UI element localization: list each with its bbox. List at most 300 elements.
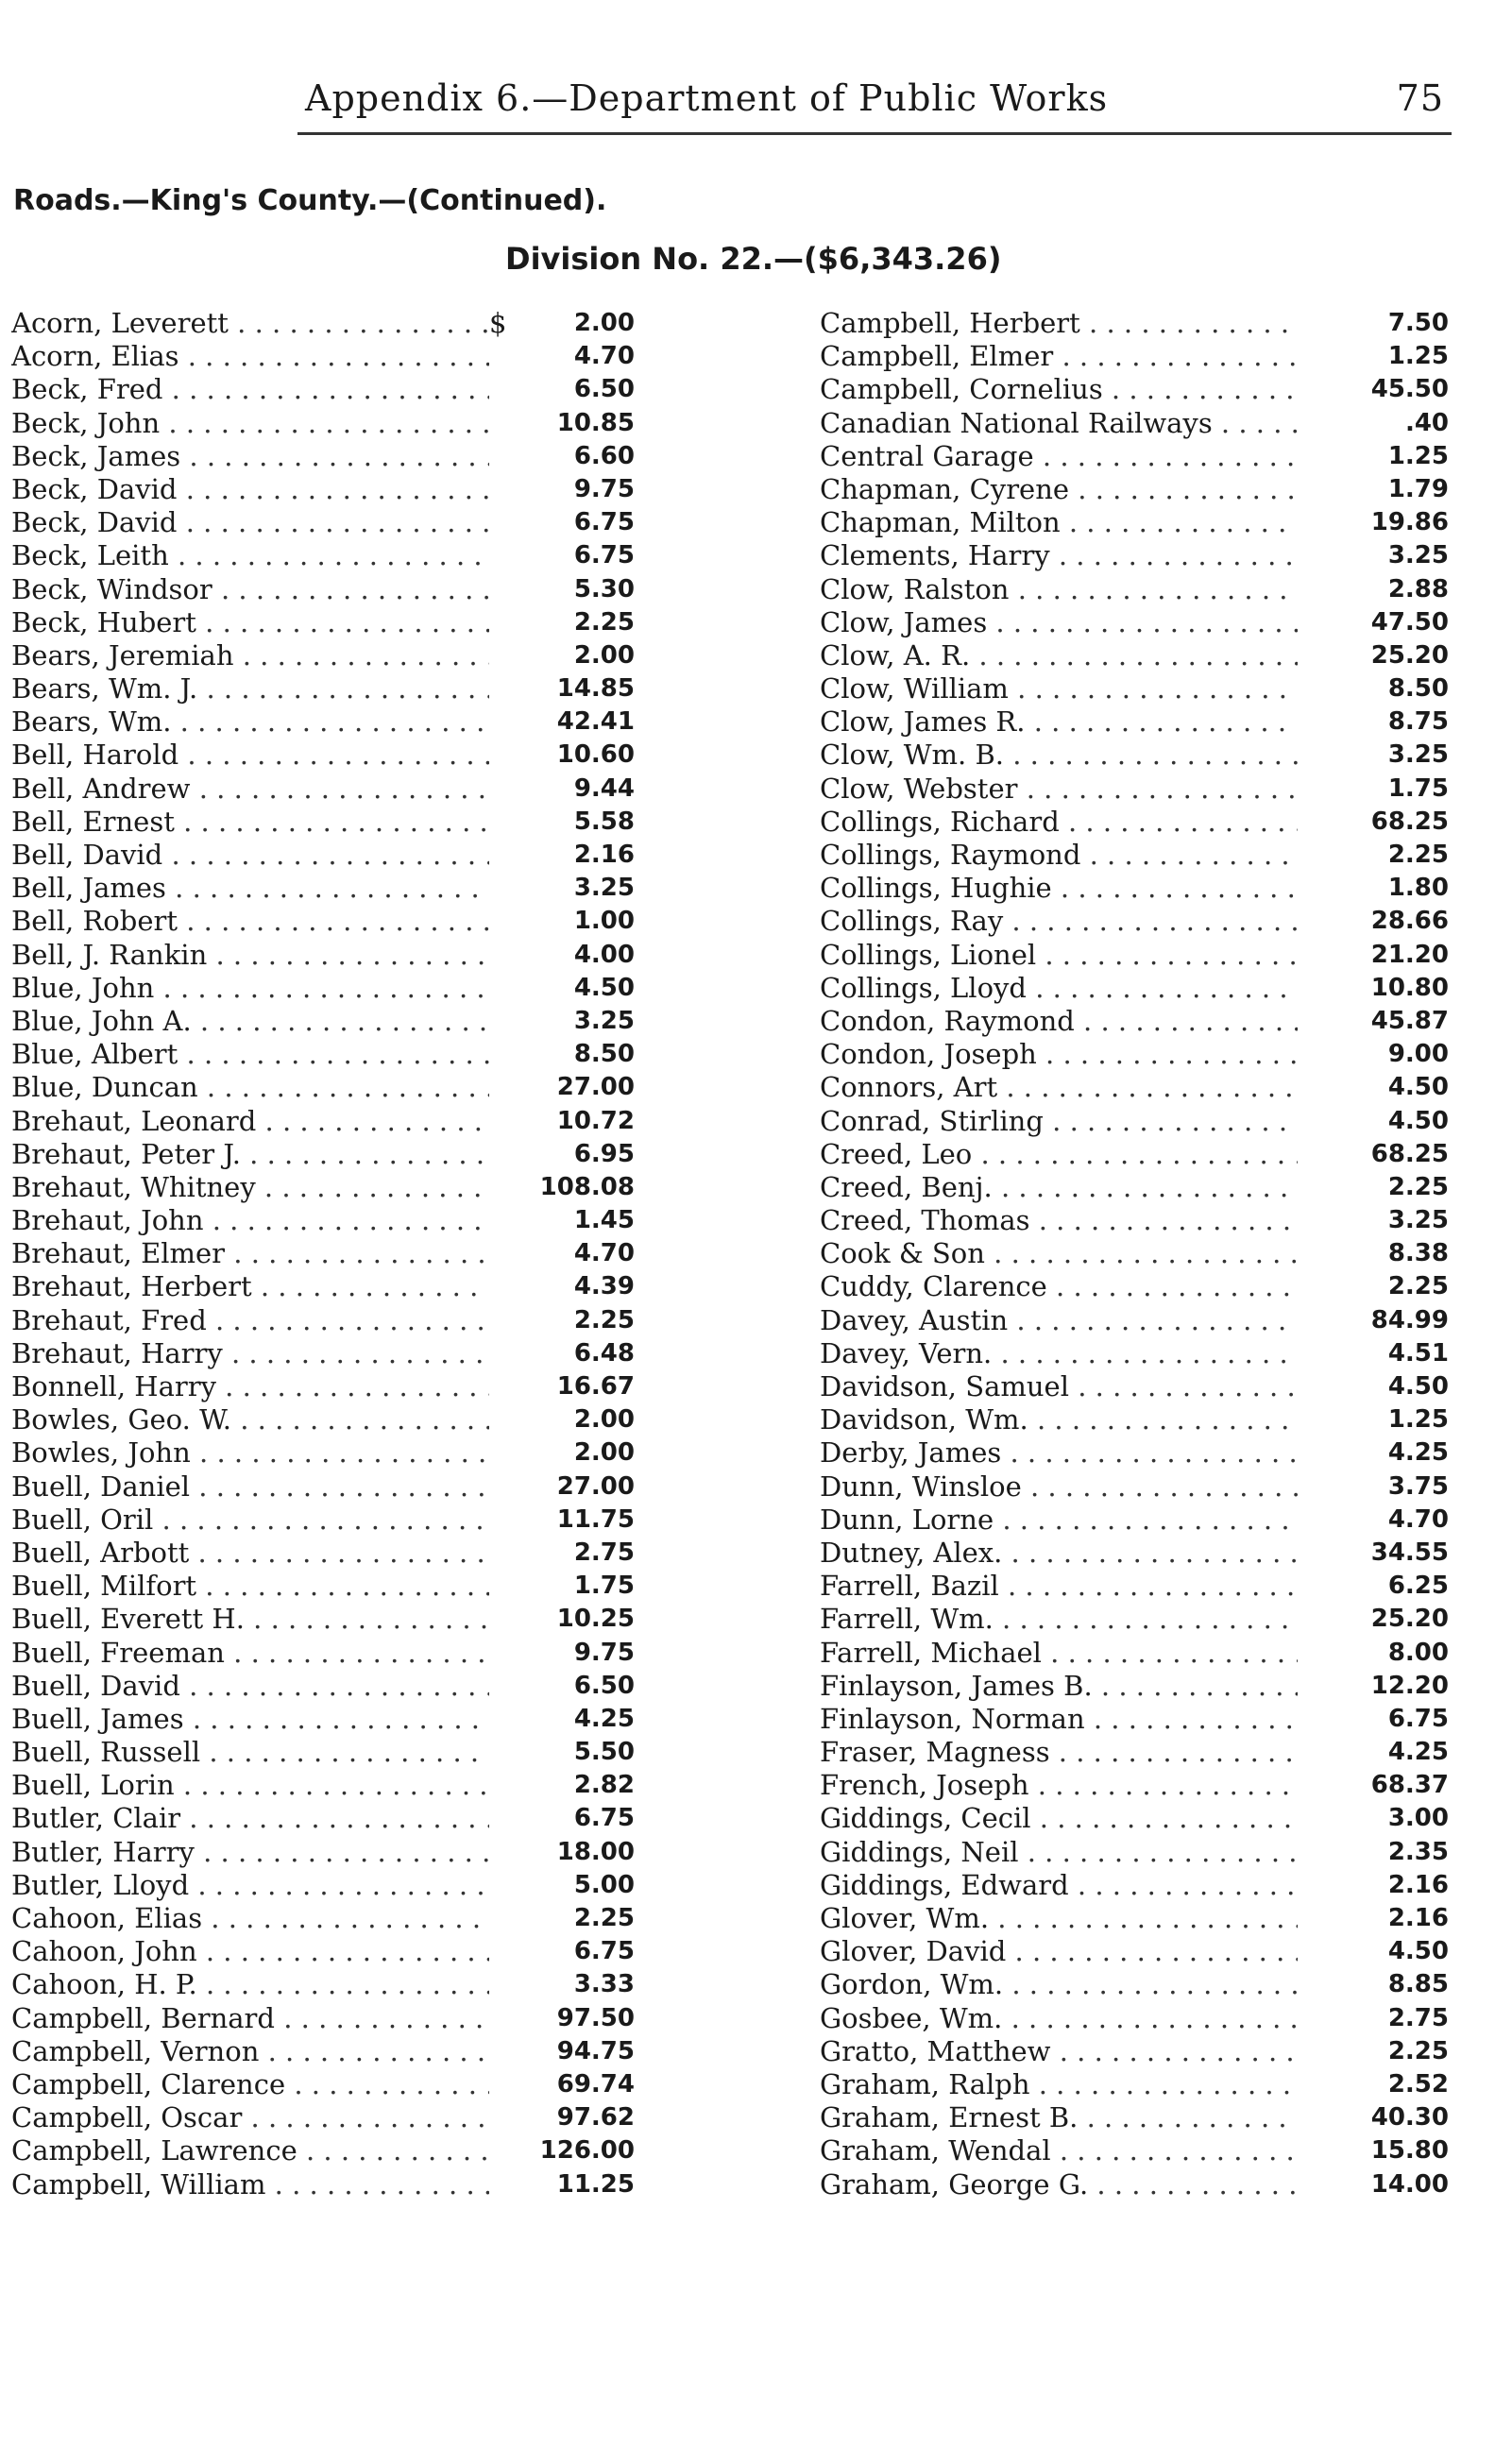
payment-amount: 1.79 [1387,474,1449,503]
currency-symbol [489,506,518,539]
payee-name: Cahoon, H. P. . . . [11,1968,489,2001]
currency-symbol [489,1436,518,1470]
list-item [820,971,1449,1005]
currency-symbol [489,1968,518,2001]
list-item [820,1104,1449,1138]
payee-name: Buell, Milfort . . . [11,1570,489,1603]
payment-amount: 8.00 [1387,1638,1449,1667]
list-item [820,1702,1449,1736]
payee-name: Canadian National Railways . . . [820,407,1298,440]
payment-amount: 9.44 [573,773,635,803]
currency-symbol [489,905,518,938]
payee-name: Clow, James . . . [820,606,1298,639]
payee-name: Campbell, Elmer . . . [820,340,1298,373]
list-item [820,340,1449,373]
list-item [820,373,1449,406]
list-item [820,739,1449,772]
payment-amount: 12.20 [1370,1671,1449,1700]
payment-amount: 34.55 [1370,1538,1449,1567]
payee-name: Buell, Lorin . . . [11,1769,489,1802]
list-item [11,705,635,739]
payment-amount: 4.50 [1387,1937,1449,1966]
list-item [11,1304,635,1337]
currency-symbol [489,1071,518,1104]
payee-name: Campbell, Oscar . . . [11,2101,489,2134]
payment-amount: 9.75 [573,1638,635,1667]
payee-name: Brehaut, John . . . [11,1204,489,1237]
payee-name: Farrell, Michael . . . [820,1637,1298,1670]
list-item [11,373,635,406]
right-column [820,307,1449,2201]
payment-amount: 4.50 [1387,1106,1449,1135]
payment-amount: 8.75 [1387,707,1449,737]
page-header [297,74,1452,130]
list-item [11,1237,635,1270]
payee-name: Beck, Hubert . . . [11,606,489,639]
list-item [11,1436,635,1470]
list-item [11,2035,635,2068]
list-item [11,1504,635,1537]
currency-symbol: $ [489,307,507,339]
payment-amount: 68.37 [1370,1771,1449,1800]
page-number: 75 [1396,77,1444,119]
currency-symbol [489,806,518,839]
payment-amount: 10.85 [556,408,635,437]
payment-amount: 45.87 [1370,1006,1449,1035]
payee-name: Davidson, Wm. . . . [820,1403,1298,1436]
currency-symbol [489,2101,518,2134]
payment-amount: 108.08 [539,1172,635,1201]
payee-name: Chapman, Cyrene . . . [820,473,1298,506]
payee-name: Beck, Windsor . . . [11,573,489,606]
payee-name: Collings, Richard . . . [820,806,1298,839]
payee-name: Glover, David . . . [820,1935,1298,1968]
payment-amount: 1.80 [1387,874,1449,903]
payment-amount: 11.75 [556,1504,635,1534]
currency-symbol [489,2168,518,2201]
list-item [11,1537,635,1570]
list-item [11,1836,635,1869]
payment-amount: 4.70 [573,1239,635,1268]
currency-symbol [489,373,518,406]
list-item [11,1204,635,1237]
payment-amount: 10.60 [556,740,635,770]
payee-name: Acorn, Leverett . . . [11,307,489,340]
payment-amount: 27.00 [556,1073,635,1102]
list-item [11,573,635,606]
payee-name: French, Joseph . . . [820,1769,1298,1802]
list-item [11,1802,635,1835]
payee-name: Derby, James . . . [820,1436,1298,1470]
currency-symbol [489,1370,518,1403]
payment-amount: 45.50 [1370,375,1449,404]
payee-name: Buell, Daniel . . . [11,1470,489,1504]
payment-amount: 2.00 [573,640,635,670]
payee-name: Blue, John . . . [11,972,489,1005]
payee-name: Blue, Albert . . . [11,1038,489,1071]
list-item [11,1603,635,1636]
list-item [820,772,1449,806]
payment-amount: 27.00 [556,1471,635,1501]
list-item [11,1138,635,1171]
payment-amount: 126.00 [539,2136,635,2166]
payee-name: Beck, David . . . [11,506,489,539]
payee-name: Dunn, Lorne . . . [820,1504,1298,1537]
payee-name: Bell, David . . . [11,839,489,872]
payee-name: Bell, J. Rankin . . . [11,939,489,972]
payee-name: Buell, Russell . . . [11,1736,489,1769]
payee-name: Clow, Webster . . . [820,773,1298,806]
list-item [820,1802,1449,1835]
payee-name: Cahoon, Elias . . . [11,1902,489,1935]
currency-symbol [489,1504,518,1537]
payment-amount: 84.99 [1370,1305,1449,1334]
payment-amount: 1.25 [1387,342,1449,371]
payment-amount: 1.25 [1387,1405,1449,1435]
payee-name: Blue, John A. . . . [11,1005,489,1038]
list-item [820,805,1449,839]
list-item [11,2101,635,2134]
list-item [820,2001,1449,2035]
payment-amount: 19.86 [1370,508,1449,537]
payee-name: Beck, John . . . [11,407,489,440]
payee-name: Collings, Raymond . . . [820,839,1298,872]
list-item [820,2034,1449,2068]
payment-amount: 6.48 [573,1338,635,1368]
payment-amount: 4.51 [1387,1338,1449,1368]
list-item [820,1370,1449,1403]
currency-symbol [489,407,518,440]
payment-amount: 8.50 [573,1040,635,1069]
payment-amount: 16.67 [556,1372,635,1401]
list-item [11,1470,635,1504]
list-item [11,1570,635,1603]
list-item [11,407,635,440]
payment-amount: 6.60 [573,441,635,470]
payment-amount: 6.95 [573,1139,635,1168]
payment-amount: 9.75 [573,474,635,503]
list-item [820,406,1449,440]
payee-name: Finlayson, James B. . . . [820,1670,1298,1703]
currency-symbol [489,839,518,872]
currency-symbol [489,1105,518,1138]
list-item [11,905,635,938]
payee-name: Campbell, William . . . [11,2168,489,2201]
payee-name: Brehaut, Peter J. . . . [11,1138,489,1171]
list-item [820,1436,1449,1470]
currency-symbol [489,539,518,572]
payee-name: Connors, Art . . . [820,1071,1298,1104]
payment-amount: 10.80 [1370,973,1449,1002]
currency-symbol [489,773,518,806]
payment-amount: 2.16 [1387,1904,1449,1932]
list-item [820,1237,1449,1270]
list-item [11,606,635,639]
payee-name: Brehaut, Fred . . . [11,1304,489,1337]
payment-amount: 3.33 [573,1970,635,1999]
payment-amount: 5.50 [573,1738,635,1767]
payee-name: Bowles, Geo. W. . . . [11,1403,489,1436]
list-item [820,705,1449,739]
payee-name: Giddings, Edward . . . [820,1869,1298,1902]
currency-symbol [489,1403,518,1436]
payment-amount: 4.70 [1387,1504,1449,1534]
payee-name: Creed, Thomas . . . [820,1204,1298,1237]
payee-name: Fraser, Magness . . . [820,1736,1298,1769]
payment-amount: 3.25 [1387,541,1449,570]
list-item [11,440,635,473]
payee-name: Clow, William . . . [820,672,1298,705]
payee-name: Graham, George G. . . . [820,2168,1298,2201]
currency-symbol [489,1902,518,1935]
list-item [820,1336,1449,1370]
list-item [820,1470,1449,1504]
payment-amount: 2.35 [1387,1837,1449,1866]
currency-symbol [489,2134,518,2167]
payment-amount: 6.50 [573,1671,635,1700]
payment-amount: 2.52 [1387,2069,1449,2099]
currency-symbol [489,705,518,739]
payment-amount: 6.75 [573,508,635,537]
currency-symbol [489,672,518,705]
list-item [11,639,635,672]
currency-symbol [489,1337,518,1370]
list-item [820,638,1449,672]
list-item [11,1968,635,2001]
payee-name: Brehaut, Herbert . . . [11,1270,489,1303]
payee-name: Beck, David . . . [11,473,489,506]
payment-amount: 5.30 [573,574,635,603]
payment-amount: 5.58 [573,807,635,836]
payment-amount: 4.25 [1387,1738,1449,1767]
header-rule [297,132,1452,135]
currency-symbol [489,1869,518,1902]
payment-amount: 40.30 [1370,2103,1449,2133]
list-item [11,1403,635,1436]
payee-name: Clow, A. R. . . . [820,639,1298,672]
currency-symbol [489,1537,518,1570]
list-item [11,2168,635,2201]
payee-name: Cuddy, Clarence . . . [820,1270,1298,1303]
payment-amount: 2.75 [1387,2003,1449,2032]
currency-symbol [489,1769,518,1802]
payee-name: Buell, Freeman . . . [11,1637,489,1670]
payee-name: Condon, Joseph . . . [820,1038,1298,1071]
list-item [820,1736,1449,1769]
payee-name: Collings, Hughie . . . [820,872,1298,905]
payee-name: Brehaut, Elmer . . . [11,1237,489,1270]
payee-name: Davey, Vern. . . . [820,1337,1298,1370]
payment-amount: 94.75 [556,2036,635,2065]
payment-amount: 2.25 [1387,1172,1449,1201]
payee-name: Clow, Ralston . . . [820,573,1298,606]
payment-amount: 25.20 [1370,640,1449,670]
payee-name: Bonnell, Harry . . . [11,1370,489,1403]
list-item [11,1637,635,1670]
payment-amount: 25.20 [1370,1605,1449,1634]
list-item [820,472,1449,506]
list-item [820,905,1449,938]
payee-name: Gordon, Wm. . . . [820,1968,1298,2001]
payment-amount: 8.38 [1387,1239,1449,1268]
payment-amount: 2.00 [573,1438,635,1468]
payment-amount: 47.50 [1370,607,1449,637]
list-item [820,1868,1449,1902]
payee-name: Bell, James . . . [11,872,489,905]
payment-amount: 8.50 [1387,674,1449,704]
currency-symbol [489,1237,518,1270]
currency-symbol [489,1935,518,1968]
payee-name: Buell, Arbott . . . [11,1537,489,1570]
currency-symbol [489,1836,518,1869]
payment-amount: 11.25 [556,2169,635,2199]
payment-amount: 2.16 [1387,1870,1449,1899]
payment-amount: 6.75 [573,541,635,570]
payee-name: Cahoon, John . . . [11,1935,489,1968]
list-item [11,340,635,373]
payment-amount: 4.50 [573,973,635,1002]
payee-name: Bell, Harold . . . [11,739,489,772]
list-item [11,2002,635,2035]
list-item [820,1935,1449,1968]
list-item [820,1004,1449,1038]
currency-symbol [489,2068,518,2101]
payee-name: Finlayson, Norman . . . [820,1703,1298,1736]
payee-name: Buell, Oril . . . [11,1504,489,1537]
payment-amount: 9.00 [1387,1040,1449,1069]
currency-symbol [489,1670,518,1703]
payment-amount: 4.00 [573,940,635,969]
payee-name: Graham, Wendal . . . [820,2134,1298,2167]
payee-name: Collings, Ray . . . [820,905,1298,938]
list-item [820,572,1449,606]
payment-amount: 3.25 [1387,1206,1449,1235]
list-item [820,1038,1449,1071]
payment-amount: 2.25 [1387,841,1449,869]
payment-amount: 14.85 [556,674,635,704]
list-item [820,1669,1449,1703]
list-item [820,539,1449,572]
list-item [11,806,635,839]
list-item [820,1270,1449,1303]
currency-symbol [489,1038,518,1071]
payment-amount: .40 [1404,408,1449,437]
list-item [820,1137,1449,1171]
list-item [11,1370,635,1403]
list-item [820,307,1449,340]
currency-symbol [489,972,518,1005]
payment-amount: 1.75 [1387,773,1449,803]
currency-symbol [489,2002,518,2035]
payee-name: Clow, Wm. B. . . . [820,739,1298,772]
payment-amount: 6.75 [573,1937,635,1966]
payee-name: Acorn, Elias . . . [11,340,489,373]
payment-amount: 3.25 [573,874,635,903]
payee-name: Butler, Lloyd . . . [11,1869,489,1902]
list-item [11,1769,635,1802]
list-item [11,1869,635,1902]
list-item [820,439,1449,473]
payee-name: Chapman, Milton . . . [820,506,1298,539]
list-item [11,473,635,506]
payment-amount: 3.25 [1387,740,1449,770]
list-item [820,1769,1449,1802]
payee-name: Campbell, Vernon . . . [11,2035,489,2068]
payee-name: Campbell, Clarence . . . [11,2068,489,2101]
list-item [820,2134,1449,2167]
list-item [820,1170,1449,1204]
left-column [11,307,635,2201]
list-item [11,773,635,806]
payment-amount: 21.20 [1370,940,1449,969]
list-item [11,672,635,705]
payee-name: Bears, Jeremiah . . . [11,639,489,672]
payment-amount: 1.00 [573,907,635,936]
payment-amount: 6.25 [1387,1572,1449,1601]
currency-symbol [489,1204,518,1237]
list-item [820,839,1449,872]
payee-name: Dutney, Alex. . . . [820,1537,1298,1570]
payee-name: Campbell, Lawrence . . . [11,2134,489,2167]
payee-name: Campbell, Cornelius . . . [820,373,1298,406]
payee-name: Central Garage . . . [820,440,1298,473]
payee-name: Buell, Everett H. . . . [11,1603,489,1636]
payment-amount: 6.50 [573,375,635,404]
currency-symbol [489,1270,518,1303]
payment-amount: 18.00 [556,1837,635,1866]
payment-amount: 2.25 [573,1305,635,1334]
section-title: Roads.—King's County.—(Continued). [13,184,607,217]
payment-amount: 1.25 [1387,441,1449,470]
payment-amount: 68.25 [1370,1139,1449,1168]
currency-symbol [489,1304,518,1337]
currency-symbol [489,473,518,506]
list-item [820,1902,1449,1935]
payee-name: Davidson, Samuel . . . [820,1370,1298,1403]
currency-symbol [489,872,518,905]
list-item [820,872,1449,905]
list-item [11,1005,635,1038]
payee-name: Giddings, Neil . . . [820,1836,1298,1869]
list-item [820,1303,1449,1337]
list-item [11,1703,635,1736]
payee-name: Giddings, Cecil . . . [820,1802,1298,1835]
payee-name: Brehaut, Whitney . . . [11,1171,489,1204]
currency-symbol [489,1736,518,1769]
currency-symbol [489,1802,518,1835]
list-item [820,1204,1449,1237]
payment-amount: 4.39 [573,1272,635,1301]
currency-symbol [489,440,518,473]
currency-symbol [489,340,518,373]
currency-symbol [489,739,518,772]
currency-symbol [489,1570,518,1603]
currency-symbol [489,1637,518,1670]
list-item [820,2067,1449,2101]
payee-name: Brehaut, Harry . . . [11,1337,489,1370]
payment-amount: 2.82 [573,1771,635,1800]
list-item [11,1270,635,1303]
payment-amount: 4.25 [1387,1438,1449,1468]
payee-name: Campbell, Herbert . . . [820,307,1298,340]
payee-name: Beck, James . . . [11,440,489,473]
payment-amount: 2.00 [573,309,635,337]
list-item [820,1536,1449,1570]
currency-symbol [489,939,518,972]
page-title: Appendix 6.—Department of Public Works [305,77,1109,119]
payee-name: Bell, Andrew . . . [11,773,489,806]
list-item [820,1503,1449,1537]
